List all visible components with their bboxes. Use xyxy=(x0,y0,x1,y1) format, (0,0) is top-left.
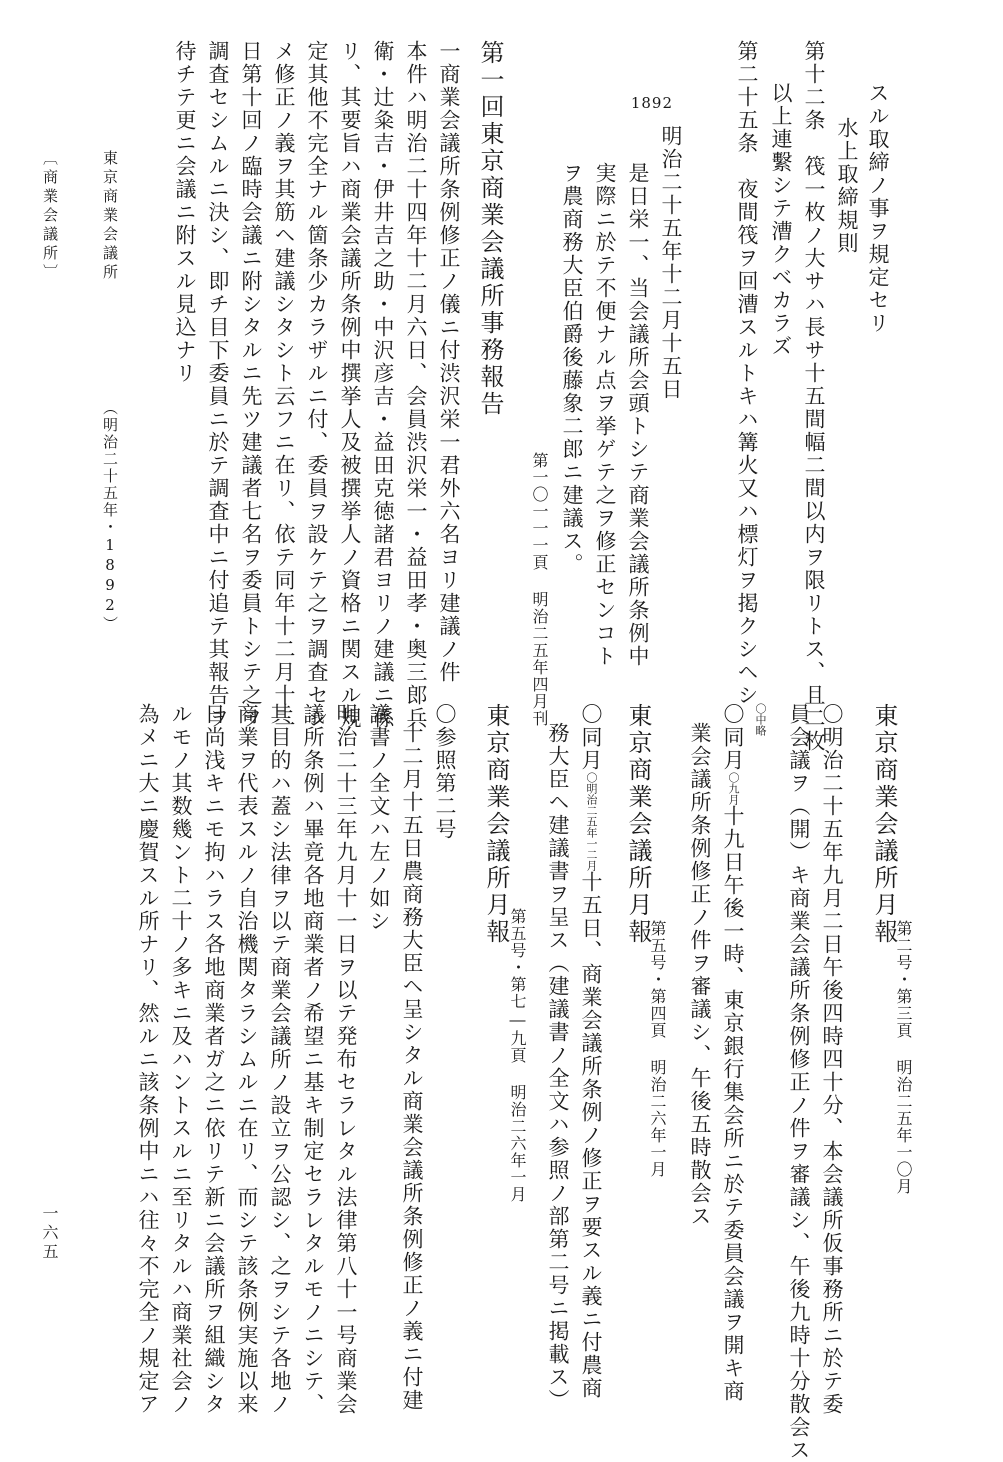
section-title-jimu-hokoku: 第一回東京商業会議所事務報告 xyxy=(476,40,504,418)
upper-text-col15: 定其他不完全ナル箇条少カラザルニ付、委員ヲ設ケテ之ヲ調査セシ xyxy=(305,40,329,730)
margin-organization: 東京商業会議所 xyxy=(101,150,119,283)
source-ref-page-3: 第五号・第七―九頁 xyxy=(508,908,527,1064)
lower-text-col20: 為メニ大ニ慶賀スル所ナリ、然ルニ該条例中ニハ往々不完全ノ規定ア xyxy=(136,703,160,1416)
upper-text-col14: リ、其要旨ハ商業会議所条例中撰挙人及被撰挙人ノ資格ニ関スル規 xyxy=(338,40,362,730)
source-reference-2 xyxy=(625,920,665,1178)
lower-text-col15: 議所条例ハ畢竟各地商業者ノ希望ニ基キ制定セラレタルモノニシテ、 xyxy=(301,703,325,1416)
date-interlinear-note: 〇明治二五年一二月 xyxy=(585,772,598,871)
source-ref-date-3: 明治二六年一月 xyxy=(508,1084,527,1203)
source-ref-date: 明治二五年四月刊 xyxy=(530,591,549,727)
lower-text-col5 xyxy=(722,703,743,1403)
lower-text-col16: 其目的ハ蓋シ法律ヲ以テ商業会議所ノ設立ヲ公認シ、之ヲシテ各地ノ xyxy=(268,703,292,1416)
margin-tag: 〔商業会議所〕 xyxy=(41,150,59,283)
lower-text-col17: 商業ヲ代表スルノ自治機関タラシムルニ在リ、而シテ該条例実施以来 xyxy=(235,703,259,1416)
section-title-geppo-1: 東京商業会議所月報 xyxy=(870,703,898,946)
source-reference-1 xyxy=(871,920,911,1195)
lower-text-col13: 議書ノ全文ハ左ノ如シ xyxy=(367,703,391,933)
source-ref-page: 第一〇一一一頁 xyxy=(530,452,549,571)
upper-text-col4: 以上連繫シテ漕クベカラズ xyxy=(769,82,793,358)
upper-text-col13: 衛・辻粂吉・伊井吉之助・中沢彦吉・益田克徳諸君ヨリノ建議ニ係 xyxy=(371,40,395,730)
upper-text-col5: 第二十五条 夜間筏ヲ回漕スルトキハ篝火又ハ標灯ヲ掲クシヘシ xyxy=(735,40,759,707)
source-ref-date-2: 明治二六年一月 xyxy=(648,1059,667,1178)
upper-text-col12: 本件ハ明治二十四年十二月六日、会員渋沢栄一・益田孝・奥三郎兵 xyxy=(404,40,428,730)
upper-text-col3: 第十二条 筏一枚ノ大サハ長サ十五間幅二間以内ヲ限リトス、且二枚 xyxy=(802,40,826,753)
date-heading: 明治二十五年十二月十五日 xyxy=(659,125,683,401)
upper-text-col8: 実際ニ於テ不便ナル点ヲ挙ゲテ之ヲ修正センコト xyxy=(593,162,617,668)
source-ref-page-1: 第二号・第三頁 xyxy=(894,920,913,1039)
reference-heading: 〇参照第二号 xyxy=(433,703,457,841)
source-ref-page-2: 第五号・第四頁 xyxy=(648,920,667,1039)
margin-year: （明治二十五年・1892） xyxy=(101,400,119,633)
upper-text-col1: スル取締ノ事ヲ規定セリ xyxy=(866,82,890,335)
same-month-label: 〇同月 xyxy=(721,703,745,772)
lower-text-col14: 明治二十三年九月十一日ヲ以テ発布セラレタル法律第八十一号商業会 xyxy=(334,703,358,1416)
upper-text-col11: 一商業会議所条例修正ノ儀ニ付渋沢栄一君外六名ヨリ建議ノ件 xyxy=(437,40,461,684)
upper-text-col17: 日第十回ノ臨時会議ニ附シタルニ先ツ建議者七名ヲ委員トシテ之ヲ xyxy=(239,40,263,730)
lower-text-col18: 日尚浅キニモ拘ハラス各地商業者ガ之ニ依リテ新ニ会議所ヲ組織シタ xyxy=(202,703,226,1416)
lower-text-col8-body: 十五日、商業会議所条例ノ修正ヲ要スル義ニ付農商 xyxy=(579,871,603,1400)
upper-text-col2: 水上取締規則 xyxy=(835,117,859,255)
source-ref-date-1: 明治二五年一〇月 xyxy=(894,1059,913,1195)
section-title-geppo-2: 東京商業会議所月報 xyxy=(624,703,652,946)
lower-text-col9: 務大臣ヘ建議書ヲ呈ス（建議書ノ全文ハ参照ノ部第二号ニ掲載ス） xyxy=(546,722,570,1412)
upper-text-col9: ヲ農商務大臣伯爵後藤象二郎ニ建議ス。 xyxy=(560,162,584,576)
lower-text-col6: 業会議所条例修正ノ件ヲ審議シ、午後五時散会ス xyxy=(688,722,712,1228)
same-month-label-2: 〇同月 xyxy=(579,703,603,772)
lower-text-col12: 十二月十五日農商務大臣ヘ呈シタル商業会議所条例修正ノ義ニ付建 xyxy=(400,722,424,1412)
source-reference xyxy=(507,452,547,727)
lower-text-col5-body: 十九日午後一時、東京銀行集会所ニ於テ委員会議ヲ開キ商 xyxy=(721,805,745,1403)
section-title-geppo-3: 東京商業会議所月報 xyxy=(482,703,510,946)
lower-text-col2: 〇明治二十五年九月二日午後四時四十分、本会議所仮事務所ニ於テ委 xyxy=(820,703,844,1416)
omission-note: 〇中略 xyxy=(754,703,767,736)
upper-text-col16: メ修正ノ義ヲ其筋ヘ建議シタシト云フニ在リ、依テ同年十二月十二 xyxy=(272,40,296,730)
page-number: 一六五 xyxy=(40,1205,59,1262)
upper-text-col18: 調査セシムルニ決シ、即チ目下委員ニ於テ調査中ニ付追テ其報告ヲ xyxy=(206,40,230,730)
month-interlinear-note: 〇九月 xyxy=(727,772,740,805)
lower-text-col8 xyxy=(580,703,601,1400)
source-reference-3 xyxy=(485,908,525,1203)
upper-text-col19: 待チテ更ニ会議ニ附スル見込ナリ xyxy=(173,40,197,385)
year-annotation: 1892 xyxy=(630,94,673,112)
lower-text-col3: 員会議ヲ（開）キ商業会議所条例修正ノ件ヲ審議シ、午後九時十分散会ス xyxy=(787,703,811,1462)
lower-text-col19: ルモノ其数幾ント二十ノ多キニ及ハントスルニ至リタルハ商業社会ノ xyxy=(169,703,193,1416)
upper-text-col7: 是日栄一、当会議所会頭トシテ商業会議所条例中 xyxy=(626,162,650,668)
